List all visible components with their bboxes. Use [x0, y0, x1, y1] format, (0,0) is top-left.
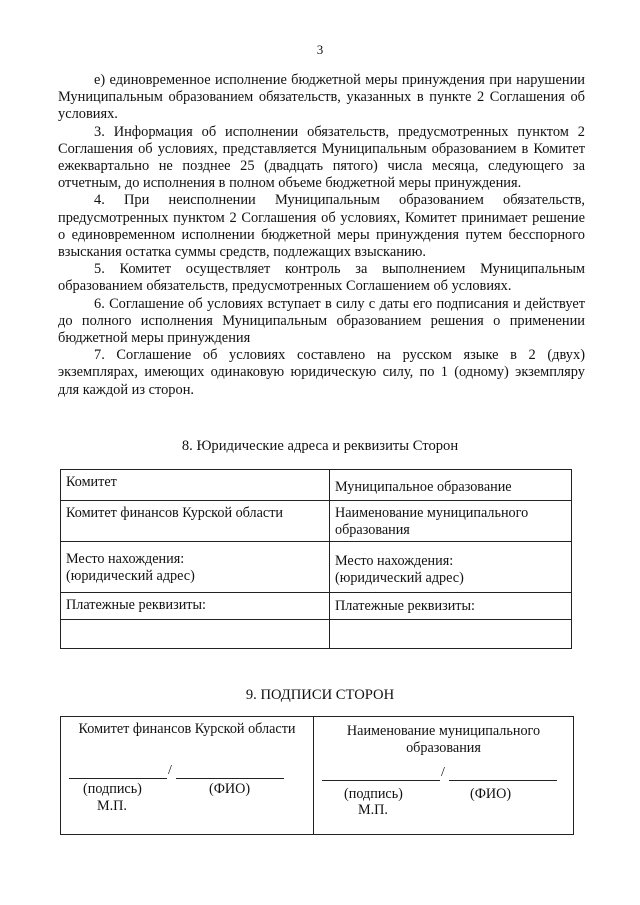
section-8-title: 8. Юридические адреса и реквизиты Сторон — [181, 438, 459, 454]
section-9-title: 9. ПОДПИСИ СТОРОН — [245, 687, 395, 703]
paragraph-e: е) единовременное исполнение бюджетной меры принуждения при нарушении Муниципальным образованием обязательств, указанных в пункте 2 Соглашения об условиях. — [58, 72, 585, 123]
table-row — [61, 501, 572, 542]
signatures-table — [60, 716, 574, 835]
paragraph-5: 5. Комитет осуществляет контроль за выполнением Муниципальным образованием обязательств, предусмотренных Соглашением об условиях. — [58, 261, 585, 295]
page-number: 3 — [316, 42, 324, 57]
signature-party-left: Комитет финансов Курской области — [78, 721, 296, 737]
signature-line — [69, 778, 167, 779]
table-cell: Место нахождения: (юридический адрес) — [335, 553, 464, 586]
requisites-table — [60, 469, 572, 649]
table-cell: Место нахождения: (юридический адрес) — [66, 551, 195, 584]
paragraph-4: 4. При неисполнении Муниципальным образованием обязательств, предусмотренных пунктом 2 Соглашения об условиях, Комитет принимает решение о единовременном исполнении бюджетной меры принуждения путем бесспорного взыскания остатка суммы средств, подлежащих взысканию. — [58, 192, 585, 261]
stamp-label: М.П. — [97, 797, 127, 814]
name-line — [449, 780, 557, 781]
body-text — [58, 72, 585, 399]
table-cell: Комитет — [66, 474, 117, 490]
table-cell: Муниципальное образование — [335, 479, 512, 495]
table-row — [61, 717, 574, 835]
table-row — [61, 470, 572, 501]
table-row — [61, 593, 572, 620]
paragraph-6: 6. Соглашение об условиях вступает в силу с даты его подписания и действует до полного исполнения Муниципальным образованием решения о применении бюджетной меры принуждения — [58, 295, 585, 347]
table-cell: Комитет финансов Курской области — [66, 505, 284, 521]
name-label: (ФИО) — [470, 786, 512, 802]
name-label: (ФИО) — [209, 780, 251, 797]
stamp-label: М.П. — [358, 802, 388, 818]
table-cell — [61, 620, 329, 627]
signature-line — [322, 780, 440, 781]
signature-slash: / — [168, 762, 172, 778]
table-cell — [330, 620, 571, 627]
name-line — [176, 778, 284, 779]
signature-label: (подпись) — [344, 786, 403, 802]
table-cell: Платежные реквизиты: — [335, 598, 475, 614]
signature-party-right: Наименование муниципального образования — [346, 723, 541, 756]
table-cell: Платежные реквизиты: — [66, 597, 206, 613]
table-row — [61, 542, 572, 593]
signature-label: (подпись) — [83, 780, 142, 797]
table-cell: Наименование муниципального образования — [335, 505, 529, 538]
paragraph-7: 7. Соглашение об условиях составлено на русском языке в 2 (двух) экземплярах, имеющих одинаковую юридическую силу, по 1 (одному) экземпляру для каждой из сторон. — [58, 347, 585, 398]
paragraph-3: 3. Информация об исполнении обязательств, предусмотренных пунктом 2 Соглашения об условиях, представляется Муниципальным образованием в Комитет ежеквартально не позднее 25 (двадцать пятого) числа месяца, следующего за отчетным, до исполнения в полном объеме бюджетной меры принуждения. — [58, 123, 585, 192]
signature-slash: / — [441, 765, 445, 780]
table-row — [61, 620, 572, 649]
